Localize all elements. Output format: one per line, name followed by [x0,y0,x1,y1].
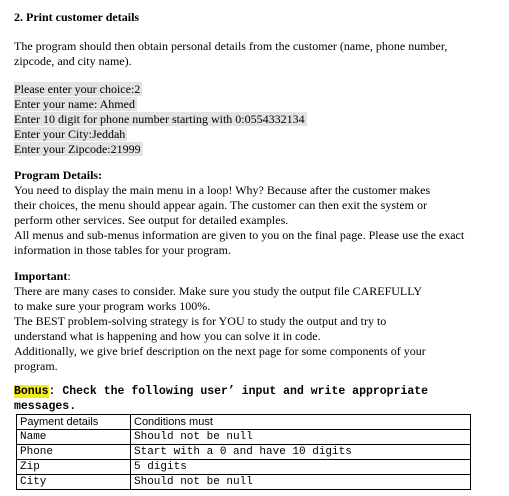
table-header-cell: Conditions must [131,415,471,430]
table-cell: Should not be null [131,475,471,490]
sample-io-line: Enter your name: Ahmed [14,97,135,111]
table-cell: Should not be null [131,430,471,445]
table-cell: City [17,475,131,490]
program-details-line: You need to display the main menu in a loop! Why? Because after the customer makes [14,183,431,197]
important-line: program. [14,359,58,373]
important-line: The BEST problem-solving strategy is for YOU to study the output and try to [14,314,387,328]
table-cell: Phone [17,445,131,460]
sample-io-line: Enter your Zipcode:21999 [14,142,141,156]
table-header-cell: Payment details [17,415,131,430]
table-cell: Zip [17,460,131,475]
table-cell: Start with a 0 and have 10 digits [131,445,471,460]
program-details-line: their choices, the menu should appear again. The customer can then exit the system or [14,198,427,212]
program-details-line: All menus and sub-menus information are given to you on the final page. Please use the exact [14,228,465,242]
conditions-table [16,414,471,490]
table-row [17,460,471,475]
table-row [17,445,471,460]
intro-line: The program should then obtain personal details from the customer (name, phone number, [14,39,448,53]
program-details-line: information in those tables for your program. [14,243,231,257]
important-line: to make sure your program works 100%. [14,299,211,313]
important-heading: Important: [14,269,71,283]
table-row [17,475,471,490]
table-header-row [17,415,471,430]
sample-io-line: Enter 10 digit for phone number starting with 0:0554332134 [14,112,305,126]
intro-line: zipcode, and city name). [14,54,132,68]
table-row [17,430,471,445]
program-details-line: perform other services. See output for detailed examples. [14,213,289,227]
bonus-label: Bonus [14,385,49,398]
table-cell: 5 digits [131,460,471,475]
section-title: 2. Print customer details [14,10,140,24]
important-line: There are many cases to consider. Make sure you study the output file CAREFULLY [14,284,423,298]
program-details-heading: Program Details: [14,168,103,182]
important-line: understand what is happening and how you can solve it in code. [14,329,321,343]
important-line: Additionally, we give brief description on the next page for some components of your [14,344,426,358]
bonus-line: messages. [14,400,77,413]
bonus-line: Bonus: Check the following user’ input and write appropriate [14,385,429,398]
sample-io-line: Enter your City:Jeddah [14,127,126,141]
sample-io-line: Please enter your choice:2 [14,82,141,96]
table-cell: Name [17,430,131,445]
